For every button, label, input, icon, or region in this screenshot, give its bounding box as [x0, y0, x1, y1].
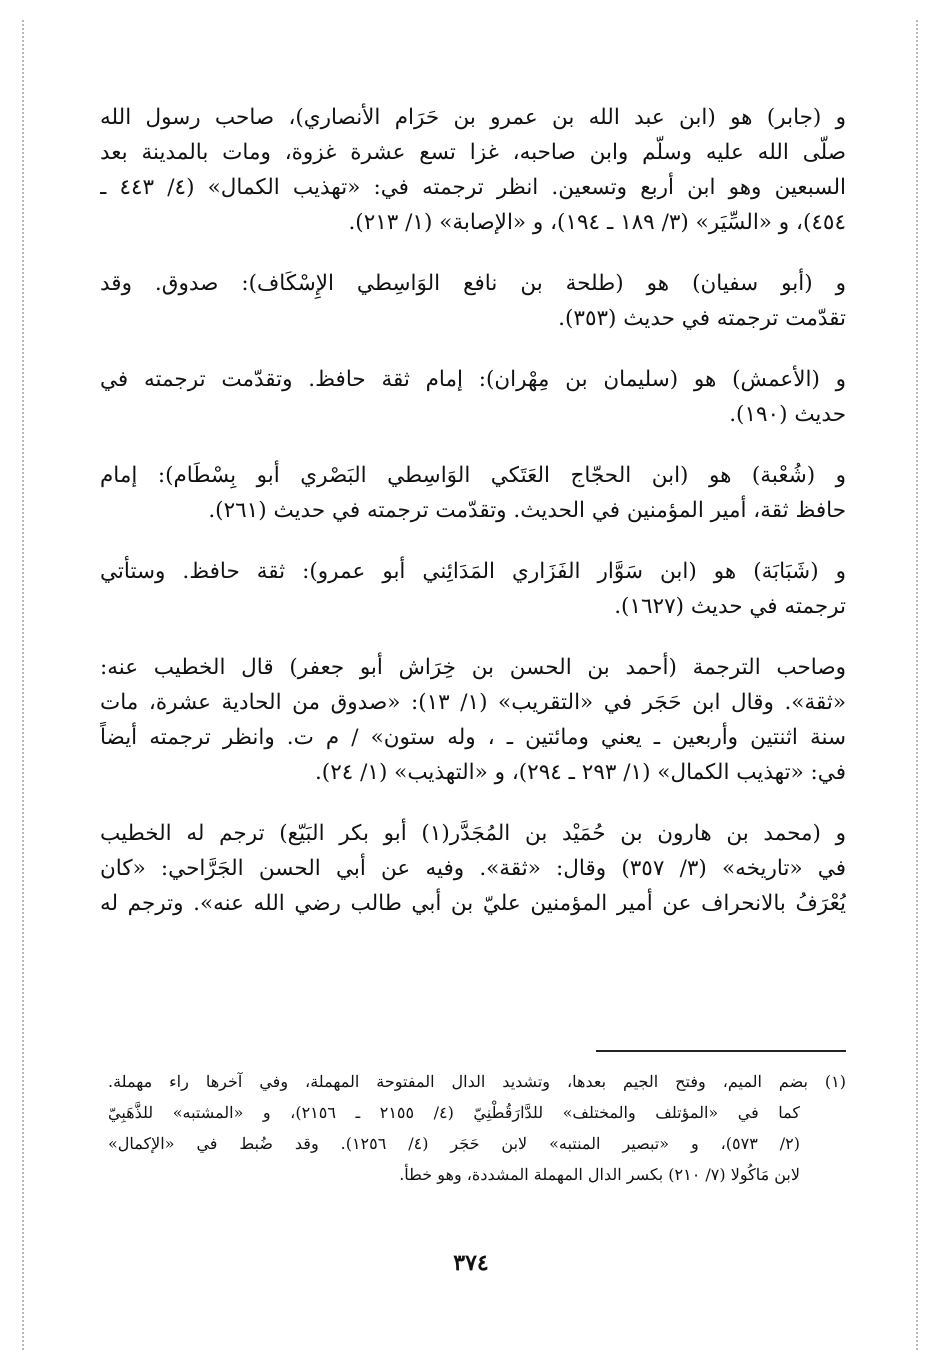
page-number: ٣٧٤	[453, 1250, 489, 1276]
paragraph-jabir	[100, 100, 846, 240]
text-line: وصاحب الترجمة (أحمد بن الحسن بن خِرَاش أبو جعفر) قال الخطيب عنه:	[100, 655, 846, 680]
text-line: و (شُعْبة) هو (ابن الحجّاج العَتَكي الوَاسِطي البَصْري أبو بِسْطَام): إمام	[100, 463, 846, 488]
footnote-line: (٢/ ٥٧٣)، و «تبصير المنتبه» لابن حَجَر (٤/ ١٢٥٦). وقد ضُبط في «الإكمال»	[108, 1134, 800, 1153]
text-line: السبعين وهو ابن أربع وتسعين. انظر ترجمته في: «تهذيب الكمال» (٤/ ٤٤٣ ـ	[100, 175, 846, 200]
main-text	[100, 100, 846, 947]
footnotes	[108, 1066, 846, 1190]
footnote-line: لابن مَاكُولا (٧/ ٢١٠) بكسر الدال المهملة المشددة، وهو خطأ.	[399, 1165, 800, 1184]
paragraph-shababa	[100, 554, 846, 624]
text-line: و (محمد بن هارون بن حُمَيْد بن المُجَدَّر(١) أبو بكر البَيّع) ترجم له الخطيب	[100, 821, 846, 846]
right-margin-line	[916, 20, 918, 1350]
paragraph-shuba	[100, 458, 846, 528]
text-line: يُعْرَفُ بالانحراف عن أمير المؤمنين عليّ بن أبي طالب رضي الله عنه». وترجم له	[100, 891, 846, 916]
text-line: سنة اثنتين وأربعين ـ يعني ومائتين ـ ، وله ستون» / م ت. وانظر ترجمته أيضاً	[100, 725, 846, 750]
text-line: حافظ ثقة، أمير المؤمنين في الحديث. وتقدّمت ترجمته في حديث (٢٦١).	[208, 498, 846, 523]
text-line: «ثقة». وقال ابن حَجَر في «التقريب» (١/ ١٣): «صدوق من الحادية عشرة، مات	[100, 690, 846, 715]
text-line: في «تاريخه» (٣/ ٣٥٧) وقال: «ثقة». وفيه عن أبي الحسن الجَرَّاحي: «كان	[100, 856, 846, 881]
left-margin-line	[22, 20, 24, 1350]
paragraph-sahib-tarjama	[100, 650, 846, 790]
text-line: تقدّمت ترجمته في حديث (٣٥٣).	[558, 306, 846, 331]
text-line: و (الأعمش) هو (سليمان بن مِهْران): إمام ثقة حافظ. وتقدّمت ترجمته في	[100, 367, 846, 392]
footnote-line: (١) بضم الميم، وفتح الجيم بعدها، وتشديد الدال المفتوحة المهملة، وفي آخرها راء مهملة.	[108, 1072, 846, 1091]
paragraph-amash	[100, 362, 846, 432]
text-line: ترجمته في حديث (١٦٢٧).	[614, 594, 846, 619]
footnote-separator	[596, 1050, 846, 1052]
text-line: ٤٥٤)، و «السِّيَر» (٣/ ١٨٩ ـ ١٩٤)، و «الإصابة» (١/ ٢١٣).	[348, 210, 846, 235]
text-line: في: «تهذيب الكمال» (١/ ٢٩٣ ـ ٢٩٤)، و «التهذيب» (١/ ٢٤).	[314, 760, 846, 785]
paragraph-muhammad-bin-harun	[100, 816, 846, 921]
text-line: و (جابر) هو (ابن عبد الله بن عمرو بن حَرَام الأنصاري)، صاحب رسول الله	[100, 105, 846, 130]
footnote-line: كما في «المؤتلف والمختلف» للدَّارَقُطْنِيّ (٤/ ٢١٥٥ ـ ٢١٥٦)، و «المشتبه» للذَّهَبِيّ	[108, 1103, 801, 1122]
text-line: حديث (١٩٠).	[729, 402, 846, 427]
text-line: و (شَبَابَة) هو (ابن سَوَّار الفَزَاري المَدَائِني أبو عمرو): ثقة حافظ. وستأتي	[100, 559, 846, 584]
text-line: صلّى الله عليه وسلّم وابن صاحبه، غزا تسع عشرة غزوة، ومات بالمدينة بعد	[100, 140, 846, 165]
text-line: و (أبو سفيان) هو (طلحة بن نافع الوَاسِطي الإِسْكَاف): صدوق. وقد	[100, 271, 846, 296]
paragraph-abu-sufyan	[100, 266, 846, 336]
